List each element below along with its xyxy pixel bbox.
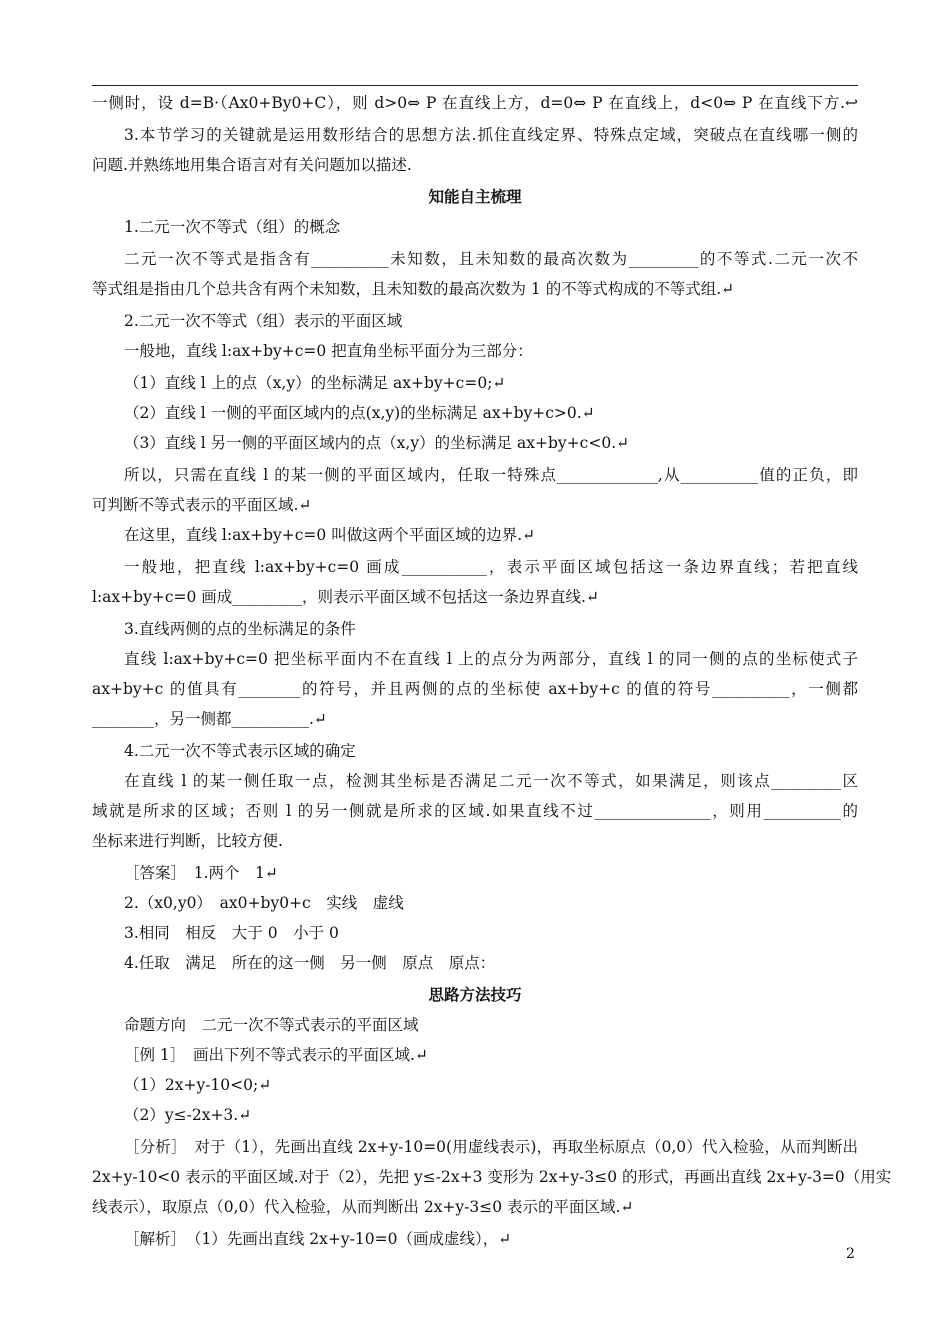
text-line: 命题方向 二元一次不等式表示的平面区域	[124, 1016, 419, 1034]
text-line: ［分析］ 对于（1），先画出直线 2x+y-10=0(用虚线表示)，再取坐标原点（0,0）代入检验，从而判断出	[124, 1138, 858, 1156]
text-line: 2.（x0,y0） ax0+by0+c 实线 虚线	[124, 894, 404, 912]
section-heading: 思路方法技巧	[428, 986, 522, 1004]
text-line: 2x+y-10<0 表示的平面区域.对于（2），先把 y≤-2x+3 变形为 2x+y-3≤0 的形式，再画出直线 2x+y-3=0（用实	[92, 1168, 892, 1186]
text-line: （1）2x+y-10<0;↵	[124, 1076, 272, 1094]
text-line: 线表示），取原点（0,0）代入检验，从而判断出 2x+y-3≤0 表示的平面区域.↵	[92, 1198, 634, 1216]
text-line: 4.任取 满足 所在的这一侧 另一侧 原点 原点：	[124, 954, 496, 972]
text-line: 二元一次不等式是指含有__________未知数，且未知数的最高次数为_________的不等式.二元一次不	[124, 250, 858, 268]
text-line: 所以，只需在直线 l 的某一侧的平面区域内，任取一特殊点_____________,从__________值的正负，即	[124, 466, 858, 484]
text-line: 可判断不等式表示的平面区域.↵	[92, 496, 312, 514]
text-line: 在直线 l 的某一侧任取一点，检测其坐标是否满足二元一次不等式，如果满足，则该点_________区	[124, 772, 858, 790]
section-heading: 知能自主梳理	[428, 188, 522, 206]
text-line: 直线 l:ax+by+c=0 把坐标平面内不在直线 l 上的点分为两部分，直线 l 的同一侧的点的坐标使式子	[124, 650, 858, 668]
text-line: 问题.并熟练地用集合语言对有关问题加以描述.	[92, 156, 412, 174]
text-line: （2）直线 l 一侧的平面区域内的点(x,y)的坐标满足 ax+by+c>0.↵	[124, 404, 595, 422]
text-line: 1.二元一次不等式（组）的概念	[124, 218, 341, 236]
text-line: 一般地，把直线 l:ax+by+c=0 画成___________，表示平面区域包括这一条边界直线；若把直线	[124, 558, 858, 576]
text-line: ［答案］ 1.两个 1↵	[124, 864, 278, 882]
text-line: ［解析］ （1）先画出直线 2x+y-10=0（画成虚线），↵	[124, 1230, 512, 1248]
text-line: （3）直线 l 另一侧的平面区域内的点（x,y）的坐标满足 ax+by+c<0.↵	[124, 434, 630, 452]
text-line: （2）y≤-2x+3.↵	[124, 1106, 252, 1124]
text-line: 3.直线两侧的点的坐标满足的条件	[124, 620, 356, 638]
text-line: ax+by+c 的值具有________的符号，并且两侧的点的坐标使 ax+by+c 的值的符号__________，一侧都	[92, 680, 858, 698]
text-line: 等式组是指由几个总共含有两个未知数，且未知数的最高次数为 1 的不等式构成的不等式组.↵	[92, 280, 735, 298]
text-line: 2.二元一次不等式（组）表示的平面区域	[124, 312, 403, 330]
text-line: 坐标来进行判断，比较方便.	[92, 832, 283, 850]
text-line: 3.相同 相反 大于 0 小于 0	[124, 924, 339, 942]
text-line: 域就是所求的区域；否则 l 的另一侧就是所求的区域.如果直线不过_______________，则用__________的	[92, 802, 858, 820]
text-line: 一般地，直线 l:ax+by+c=0 把直角坐标平面分为三部分：	[124, 342, 533, 360]
text-line: 4.二元一次不等式表示区域的确定	[124, 742, 356, 760]
text-line: l:ax+by+c=0 画成_________，则表示平面区域不包括这一条边界直线.↵	[92, 588, 599, 606]
text-line: （1）直线 l 上的点（x,y）的坐标满足 ax+by+c=0;↵	[124, 374, 506, 392]
text-line: ________，另一侧都__________.↵	[92, 710, 327, 728]
text-line: 一侧时，设 d=B·（Ax0+By0+C），则 d>0⇔ P 在直线上方，d=0⇔ P 在直线上，d<0⇔ P 在直线下方.↩	[92, 94, 858, 112]
header-rule	[92, 85, 858, 86]
text-line: 3.本节学习的关键就是运用数形结合的思想方法.抓住直线定界、特殊点定域，突破点在直线哪一侧的	[124, 126, 858, 144]
text-line: 在这里，直线 l:ax+by+c=0 叫做这两个平面区域的边界.↵	[124, 526, 536, 544]
page-number: 2	[846, 1246, 855, 1262]
text-line: ［例 1］ 画出下列不等式表示的平面区域.↵	[124, 1046, 428, 1064]
